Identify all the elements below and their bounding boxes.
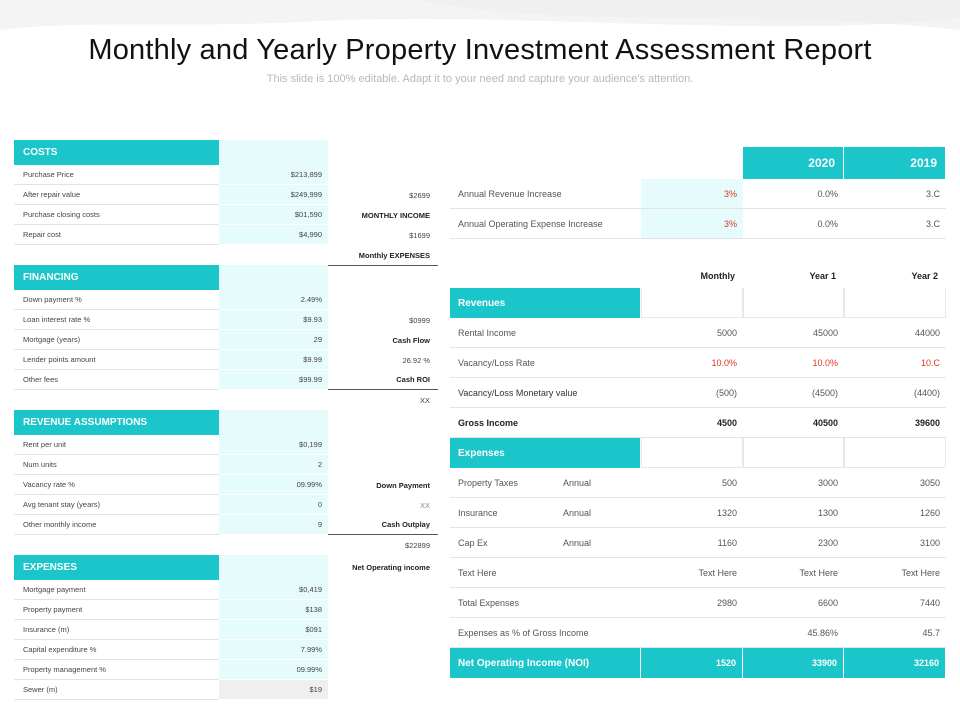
monthly-income-value: $2699 <box>409 190 430 200</box>
year-2019-header: 2019 <box>844 147 946 179</box>
financing-title: FINANCING <box>14 265 219 290</box>
cell-value[interactable]: 09.99% <box>219 475 328 495</box>
cell-value[interactable]: $138 <box>219 600 328 620</box>
table-row: Down payment % 2.49% <box>14 290 438 310</box>
table-row: Vacancy/Loss Monetary value (500) (4500) (4400) <box>450 378 946 408</box>
cell-value[interactable]: 09.99% <box>219 660 328 680</box>
table-row: Num units 2 <box>14 455 438 475</box>
table-row: Annual Revenue Increase 3% 0.0% 3.C <box>450 179 946 209</box>
noi-summary-value: $22899 <box>404 540 430 550</box>
table-row: Sewer (m) $19 <box>14 680 438 700</box>
table-row: Repair cost $4,990 $1699 <box>14 225 438 245</box>
cell-value[interactable]: 7.99% <box>219 640 328 660</box>
table-row: Total Expenses 2980 6600 7440 <box>450 588 946 618</box>
cash-roi-label: Cash ROI <box>328 370 438 390</box>
table-row: After repair value $249,999 $2699 <box>14 185 438 205</box>
table-row: Other fees $99.99 Cash ROI <box>14 370 438 390</box>
cell-value[interactable]: $091 <box>219 620 328 640</box>
revenue-assumptions-header <box>14 410 438 435</box>
expenses-title: EXPENSES <box>14 555 219 580</box>
cell-value[interactable]: 0 <box>219 495 328 515</box>
col-monthly: Monthly <box>700 271 735 281</box>
placeholder-xx: XX <box>419 500 430 510</box>
cell-value[interactable]: $0,199 <box>219 435 328 455</box>
monthly-expenses-value: $1699 <box>409 230 430 240</box>
monthly-expenses-label: Monthly EXPENSES <box>358 250 430 260</box>
assumptions-table <box>14 140 438 700</box>
cash-flow-label: Cash Flow <box>392 335 430 345</box>
table-row: Property payment $138 <box>14 600 438 620</box>
cell-value[interactable]: $9.93 <box>219 310 328 330</box>
table-row: Insurance Annual 1320 1300 1260 <box>450 498 946 528</box>
table-row: Gross Income 4500 40500 39600 <box>450 408 946 438</box>
table-row: Mortgage (years) 29 Cash Flow <box>14 330 438 350</box>
table-row: Purchase closing costs $01,590 MONTHLY INCOME <box>14 205 438 225</box>
cash-roi-value: 26.92 % <box>402 355 430 365</box>
table-row: Annual Operating Expense Increase 3% 0.0% 3.C <box>450 209 946 239</box>
table-row: Mortgage payment $0,419 <box>14 580 438 600</box>
col-year1: Year 1 <box>809 271 836 281</box>
table-row: Property management % 09.99% <box>14 660 438 680</box>
cash-outplay-label: Cash Outplay <box>328 515 438 535</box>
cell-value[interactable]: 29 <box>219 330 328 350</box>
column-header-row <box>450 264 946 288</box>
costs-header <box>14 140 438 165</box>
financing-header <box>14 265 438 290</box>
page-title: Monthly and Yearly Property Investment Assessment Report <box>88 34 872 66</box>
expenses-header <box>14 555 438 580</box>
noi-row: Net Operating Income (NOI) 1520 33900 32160 <box>450 648 946 678</box>
cell-value[interactable]: 9 <box>219 515 328 535</box>
table-row: Capital expenditure % 7.99% <box>14 640 438 660</box>
table-row: Vacancy/Loss Rate 10.0% 10.0% 10.C <box>450 348 946 378</box>
noi-label: Net Operating Income (NOI) <box>450 648 641 678</box>
table-row: Loan interest rate % $9.93 $0999 <box>14 310 438 330</box>
cell-value[interactable]: $0,419 <box>219 580 328 600</box>
costs-title: COSTS <box>14 140 219 165</box>
table-row: Expenses as % of Gross Income 45.86% 45.7 <box>450 618 946 648</box>
cell-value[interactable]: $213,899 <box>219 165 328 185</box>
table-row: Property Taxes Annual 500 3000 3050 <box>450 468 946 498</box>
col-year2: Year 2 <box>911 271 938 281</box>
year-header-row <box>450 147 946 179</box>
down-payment-label: Down Payment <box>376 480 430 490</box>
table-row: Avg tenant stay (years) 0 XX <box>14 495 438 515</box>
table-row: Other monthly income 9 Cash Outplay <box>14 515 438 535</box>
placeholder-xx: XX <box>419 395 430 405</box>
cell-value[interactable]: $01,590 <box>219 205 328 225</box>
monthly-income-label: MONTHLY INCOME <box>361 210 430 220</box>
cell-value[interactable]: $249,999 <box>219 185 328 205</box>
revenue-assumptions-title: REVENUE ASSUMPTIONS <box>14 410 219 435</box>
cell-value[interactable]: 2 <box>219 455 328 475</box>
cell-value[interactable]: $4,990 <box>219 225 328 245</box>
year-2020-header: 2020 <box>743 147 844 179</box>
table-row: Rent per unit $0,199 <box>14 435 438 455</box>
cell-value[interactable]: $19 <box>219 680 328 700</box>
expenses-section-header <box>450 438 946 468</box>
table-row: Vacancy rate % 09.99% Down Payment <box>14 475 438 495</box>
cell-value[interactable]: $99.99 <box>219 370 328 390</box>
table-row: Text Here Text Here Text Here Text Here <box>450 558 946 588</box>
table-row: Rental Income 5000 45000 44000 <box>450 318 946 348</box>
cell-value[interactable]: 2.49% <box>219 290 328 310</box>
projection-table <box>450 147 946 678</box>
page-subtitle: This slide is 100% editable. Adapt it to your need and capture your audience's attention. <box>266 73 694 85</box>
noi-summary-label: Net Operating income <box>352 563 430 572</box>
table-row: Lender points amount $9.99 26.92 % <box>14 350 438 370</box>
cell-value[interactable]: $9.99 <box>219 350 328 370</box>
cell-value[interactable]: 3% <box>641 179 743 209</box>
table-row: Purchase Price $213,899 <box>14 165 438 185</box>
expenses-section-title: Expenses <box>450 438 641 468</box>
revenues-header <box>450 288 946 318</box>
table-row: Insurance (m) $091 <box>14 620 438 640</box>
revenues-title: Revenues <box>450 288 641 318</box>
cell-value[interactable]: 3% <box>641 209 743 239</box>
cash-flow-value: $0999 <box>409 315 430 325</box>
table-row: Cap Ex Annual 1160 2300 3100 <box>450 528 946 558</box>
